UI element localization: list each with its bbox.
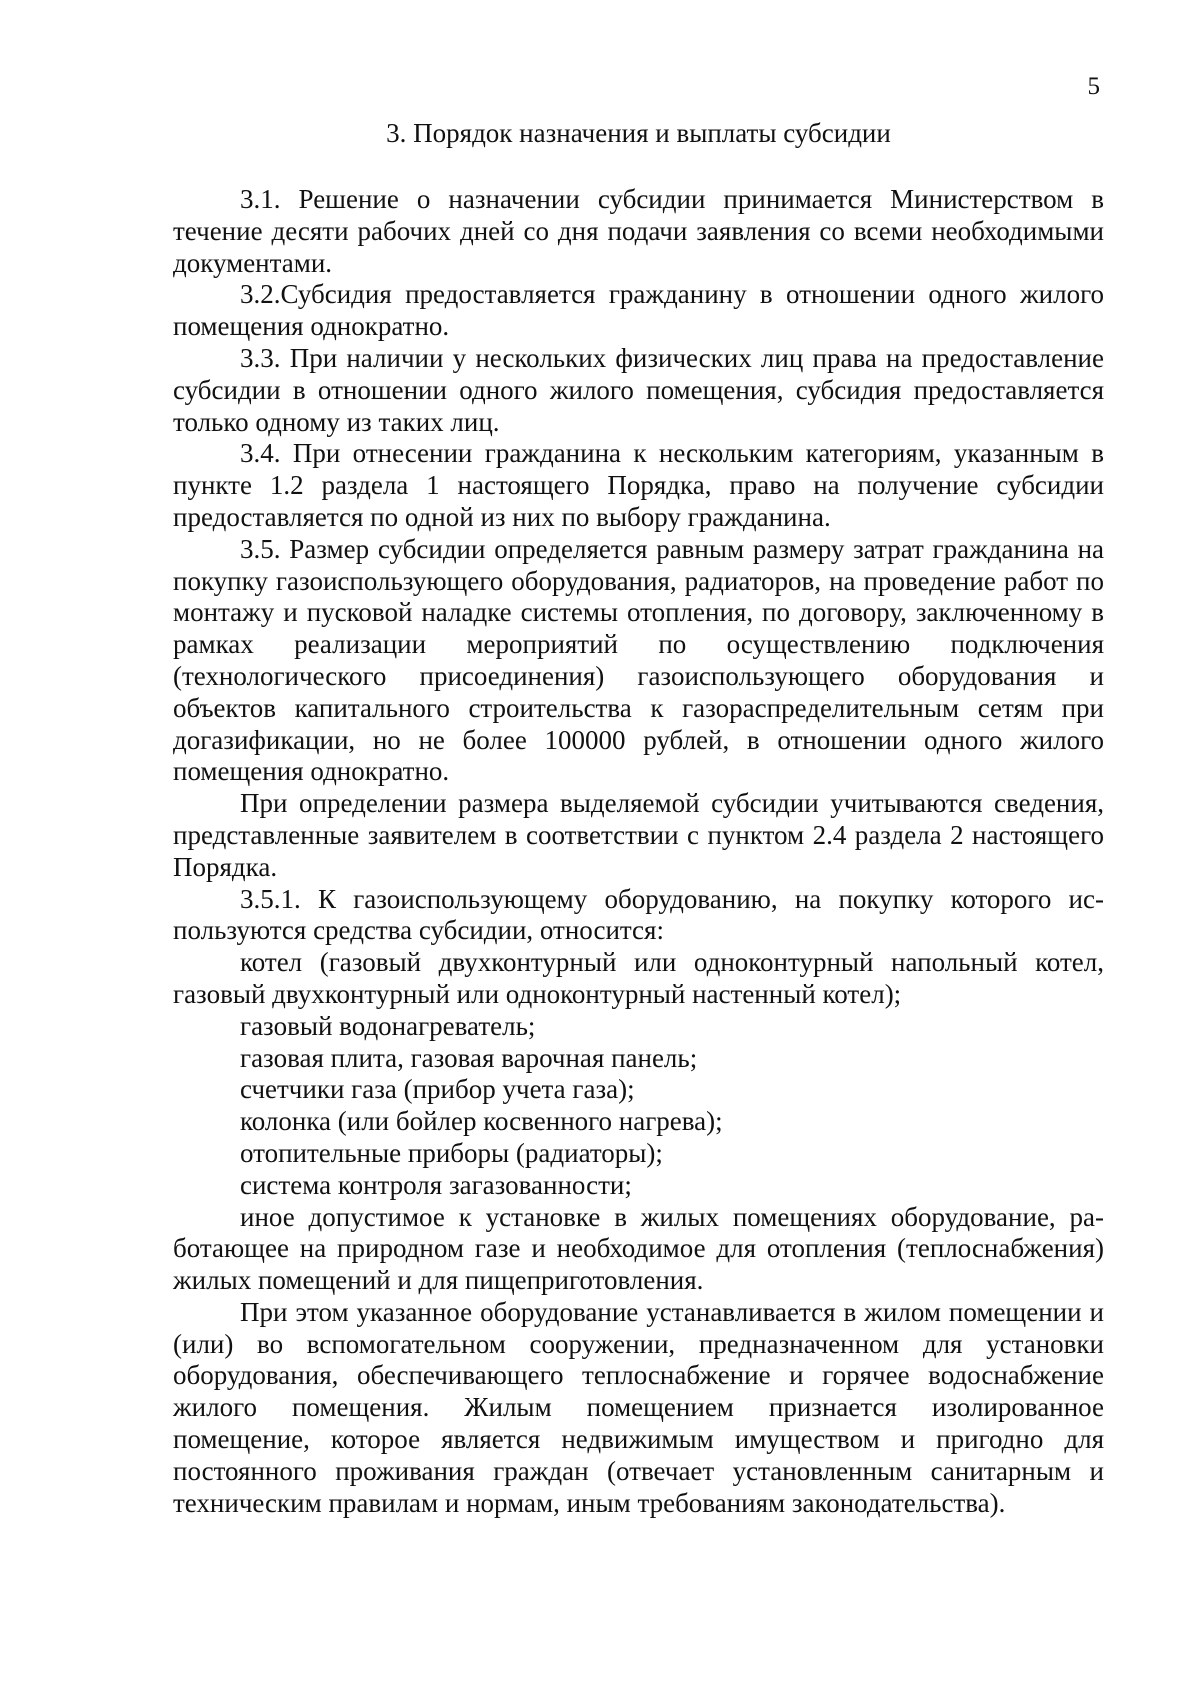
section-title: 3. Порядок назначения и выплаты субсидии [386, 118, 891, 148]
paragraph-3-5-1: 3.5.1. К газоиспользующему оборудованию, на покупку которого используются средства субсидии, относится: [173, 883, 1104, 946]
list-item-gas-control: система контроля загазованности; [240, 1169, 632, 1200]
list-item-other-equipment: иное допустимое к установке в жилых помещениях оборудование, работающее на природном газе и необходимое для отопления (теплоснабжения) жилых помещений и для пищеприготовления. [173, 1201, 1104, 1296]
paragraph-3-5-note: При определении размера выделяемой субсидии учитываются сведения, представленные заявителем в соответствии с пунктом 2.4 раздела 2 настоящего Порядка. [173, 788, 1104, 882]
paragraph-3-3: 3.3. При наличии у нескольких физических лиц права на предоставление субсидии в отношении одного жилого помещения, субсидия предоставляется только одному из таких лиц. [173, 342, 1104, 437]
list-item-water-heater: газовый водонагреватель; [240, 1010, 536, 1041]
page-number: 5 [1087, 73, 1100, 100]
list-item-boiler: котел (газовый двухконтурный или одноконтурный напольный котел, газовый двухконтурный или одноконтурный настенный котел); [173, 947, 1104, 1009]
paragraph-3-2: 3.2.Субсидия предоставляется гражданину в отношении одного жилого помещения однократно. [173, 279, 1104, 342]
paragraph-3-5: 3.5. Размер субсидии определяется равным размеру затрат гражданина на покупку газоиспользующего оборудования, радиаторов, на проведение работ по монтажу и пусковой наладке системы отопления, по договору, заключенному в рамках реализации мероприятий по осуществлению подключения (технологического присоединения) газоиспользующего оборудования и объектов капитального строительства к газораспределительным сетям при догазификации, но не более 100000 рублей, в отношении одного жилого помещения однократно. [173, 533, 1104, 787]
paragraph-3-1: 3.1. Решение о назначении субсидии принимается Министерством в течение десяти рабочих дней со дня подачи заявления со всеми необходимыми документами. [173, 184, 1104, 278]
list-item-radiators: отопительные приборы (радиаторы); [240, 1137, 663, 1168]
list-item-column: колонка (или бойлер косвенного нагрева); [240, 1106, 723, 1137]
document-body [173, 184, 1104, 1519]
paragraph-final: При этом указанное оборудование устанавливается в жилом помещении и (или) во вспомогательном сооружении, предназначенном для установки оборудования, обеспечивающего теплоснабжение и горячее водоснабжение жилого помещения. Жилым помещением признается изолированное помещение, которое является недвижимым имуществом и пригодно для постоянного проживания граждан (отвечает установленным санитарным и техническим правилам и нормам, иным требованиям законодательства). [173, 1296, 1104, 1518]
paragraph-3-4: 3.4. При отнесении гражданина к нескольким категориям, указанным в пункте 1.2 раздела 1 настоящего Порядка, право на получение субсидии предоставляется по одной из них по выбору гражданина. [173, 438, 1104, 532]
list-item-gas-meter: счетчики газа (прибор учета газа); [240, 1074, 635, 1105]
list-item-gas-stove: газовая плита, газовая варочная панель; [240, 1042, 698, 1073]
